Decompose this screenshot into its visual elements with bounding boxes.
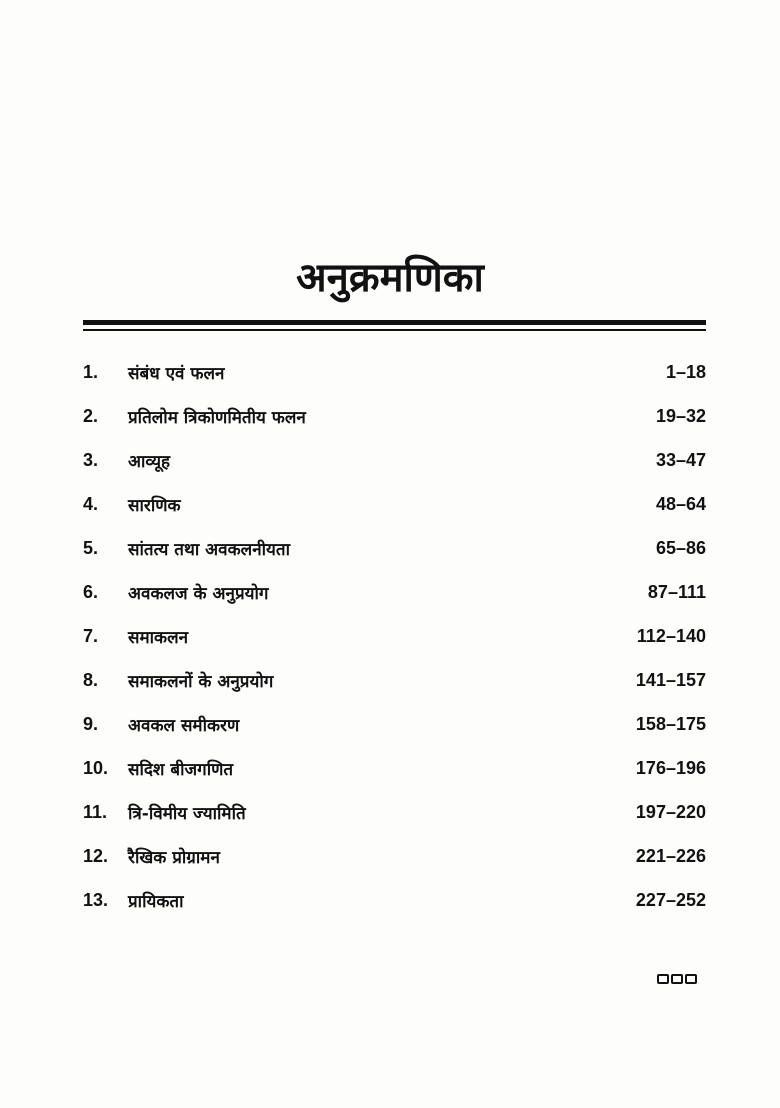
page-range: 19–32 <box>655 405 706 426</box>
chapter-title: त्रि-विमीय ज्यामिति <box>128 803 246 824</box>
chapter-number: 6. <box>83 581 99 602</box>
page-title: अनुक्रमणिका <box>296 255 484 301</box>
page-range: 141–157 <box>635 669 706 690</box>
chapter-number: 8. <box>83 669 99 690</box>
page-range: 227–252 <box>635 889 706 910</box>
toc-row <box>83 658 706 702</box>
toc-row <box>83 878 706 922</box>
chapter-title: समाकलनों के अनुप्रयोग <box>128 671 274 692</box>
toc-row <box>83 570 706 614</box>
chapter-title: समाकलन <box>128 627 189 648</box>
page-range: 65–86 <box>655 537 706 558</box>
chapter-title: संबंध एवं फलन <box>128 363 225 384</box>
toc-row <box>83 482 706 526</box>
toc-row <box>83 834 706 878</box>
box-ornament-icon <box>685 974 697 984</box>
box-ornament-icon <box>671 974 683 984</box>
title-divider-thick <box>83 320 706 325</box>
chapter-number: 1. <box>83 361 99 382</box>
page-range: 87–111 <box>647 581 706 602</box>
chapter-title: प्रायिकता <box>128 891 184 912</box>
chapter-title: सारणिक <box>128 495 181 516</box>
chapter-number: 11. <box>83 801 108 822</box>
page-range: 1–18 <box>665 361 706 382</box>
chapter-title: रैखिक प्रोग्रामन <box>128 847 220 868</box>
chapter-number: 7. <box>83 625 99 646</box>
chapter-number: 3. <box>83 449 99 470</box>
chapter-number: 9. <box>83 713 99 734</box>
page-range: 197–220 <box>635 801 706 822</box>
toc-row <box>83 614 706 658</box>
page-range: 33–47 <box>655 449 706 470</box>
toc-row <box>83 746 706 790</box>
toc-row <box>83 350 706 394</box>
chapter-title: सांतत्य तथा अवकलनीयता <box>128 539 290 560</box>
table-of-contents <box>83 350 706 922</box>
page-range: 158–175 <box>635 713 706 734</box>
chapter-number: 2. <box>83 405 99 426</box>
chapter-number: 10. <box>83 757 109 778</box>
toc-row <box>83 394 706 438</box>
chapter-number: 13. <box>83 889 109 910</box>
chapter-title: प्रतिलोम त्रिकोणमितीय फलन <box>128 407 306 428</box>
chapter-number: 12. <box>83 845 109 866</box>
end-of-section-mark <box>657 974 697 984</box>
toc-row <box>83 702 706 746</box>
toc-row <box>83 790 706 834</box>
chapter-title: सदिश बीजगणित <box>128 759 234 780</box>
chapter-title: आव्यूह <box>128 451 171 472</box>
chapter-title: अवकल समीकरण <box>128 715 240 736</box>
chapter-title: अवकलज के अनुप्रयोग <box>128 583 269 604</box>
box-ornament-icon <box>657 974 669 984</box>
page-range: 176–196 <box>635 757 706 778</box>
page-range: 112–140 <box>636 625 706 646</box>
chapter-number: 5. <box>83 537 99 558</box>
page-range: 221–226 <box>635 845 706 866</box>
title-divider-thin <box>83 329 706 331</box>
toc-row <box>83 526 706 570</box>
page-range: 48–64 <box>655 493 706 514</box>
toc-row <box>83 438 706 482</box>
chapter-number: 4. <box>83 493 99 514</box>
